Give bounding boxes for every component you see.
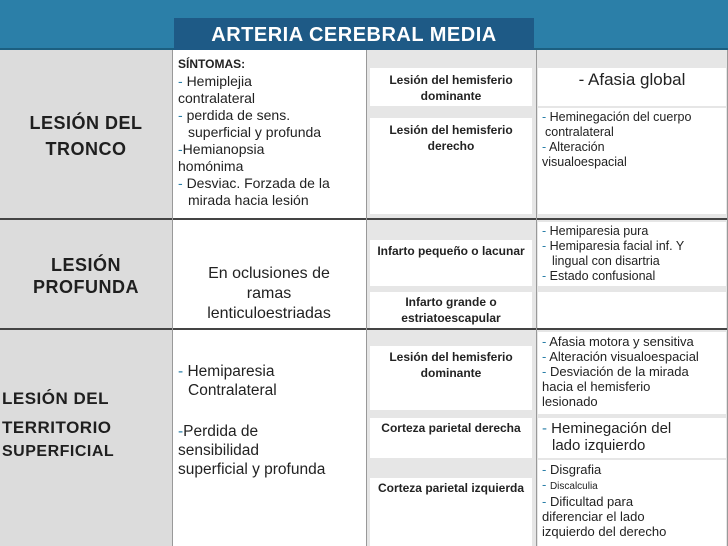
detail-text: Estado confusional: [549, 269, 656, 283]
type-cell: [370, 478, 532, 546]
detail-text: izquierdo del derecho: [542, 524, 667, 539]
row-label-line: LESIÓN DEL: [2, 389, 110, 408]
page-title: ARTERIA CEREBRAL MEDIA: [211, 24, 497, 46]
row-label-line: TERRITORIO: [2, 418, 112, 437]
detail-text: lingual con disartria: [552, 254, 660, 268]
symptom-item: homónima: [178, 158, 244, 174]
column-divider: [172, 50, 173, 546]
row-label-line: PROFUNDA: [33, 277, 139, 297]
occlusion-text: En oclusiones de: [208, 265, 330, 282]
detail-text: Hemiparesia pura: [549, 224, 649, 238]
symptom-item: superficial y profunda: [178, 461, 326, 478]
detail-text: Hemiparesia facial inf. Y: [549, 239, 685, 253]
detail-cell: [538, 68, 726, 106]
detail-cell: - Heminegación del cuerpo contralateral - Alteración visualoespacial: [538, 108, 726, 214]
symptom-item: perdida de sens.: [186, 107, 291, 123]
type-label: Infarto grande o estriatoescapular: [401, 295, 501, 325]
row-label-line: SUPERFICIAL: [2, 443, 115, 460]
occlusion-text: lenticuloestriadas: [207, 305, 331, 322]
detail-cell: - Disgrafia - Discalculia - Dificultad para diferenciar el lado izquierdo del derecho: [538, 460, 726, 546]
detail-text: Disgrafia: [549, 462, 602, 477]
type-label: Lesión del hemisferio derecho: [389, 123, 513, 153]
detail-text: Alteración: [548, 140, 605, 154]
type-label: Corteza parietal izquierda: [377, 481, 525, 495]
type-cell: [370, 240, 532, 286]
detail-text: contralateral: [545, 125, 614, 139]
row-label-profunda: [0, 220, 172, 328]
detail-text: Discalculia: [549, 481, 598, 492]
symptoms-heading: SÍNTOMAS:: [178, 57, 246, 71]
detail-cell: - Afasia motora y sensitiva - Alteración visualoespacial - Desviación de la mirada hacia el hemisferio lesionado: [538, 332, 726, 414]
detail-text: Desviación de la mirada: [549, 364, 689, 379]
row-label-superficial: [0, 330, 172, 546]
symptom-item: contralateral: [178, 90, 256, 106]
detail-text: Afasia motora y sensitiva: [549, 334, 694, 349]
row-divider: [0, 218, 728, 220]
type-label: Lesión del hemisferio dominante: [389, 73, 513, 103]
occlusion-text: ramas: [246, 285, 292, 302]
symptoms-cell: SÍNTOMAS: - Hemiplejia contralateral - perdida de sens. superficial y profunda -Hemianopsia homónima - Desviac. Forzada de la mirada hacia lesión: [172, 50, 366, 218]
detail-text: diferenciar el lado: [542, 509, 645, 524]
column-divider: [366, 50, 367, 546]
detail-text: - Afasia global: [578, 70, 686, 89]
symptom-item: Desviac. Forzada de la: [186, 175, 330, 191]
symptom-item: Perdida de: [183, 423, 259, 440]
type-cell: [370, 68, 532, 106]
detail-text: visualoespacial: [542, 155, 627, 169]
detail-cell: - Hemiparesia pura - Hemiparesia facial inf. Y lingual con disartria - Estado confusional: [538, 222, 726, 286]
detail-text: lesionado: [542, 394, 598, 409]
type-cell: [370, 346, 532, 410]
symptom-item: Hemianopsia: [182, 141, 265, 157]
row-label-line: TRONCO: [45, 139, 127, 159]
detail-cell: - Heminegación del lado izquierdo: [538, 418, 726, 458]
detail-text: Heminegación del: [551, 420, 672, 437]
row-divider: [0, 328, 728, 330]
type-cell: [370, 418, 532, 458]
symptom-table: [0, 50, 728, 546]
symptom-item: superficial y profunda: [188, 124, 322, 140]
type-cell: [370, 118, 532, 214]
symptom-item: Contralateral: [188, 382, 277, 399]
symptom-item: Hemiparesia: [187, 363, 275, 380]
row-label-tronco: [0, 50, 172, 218]
symptom-item: mirada hacia lesión: [188, 192, 309, 208]
column-divider: [536, 50, 537, 546]
detail-text: Alteración visualoespacial: [549, 349, 699, 364]
detail-text: Heminegación del cuerpo: [549, 110, 692, 124]
detail-cell-empty: [538, 292, 726, 328]
detail-text: hacia el hemisferio: [542, 379, 651, 394]
detail-text: Dificultad para: [549, 494, 634, 509]
row-label-line: LESIÓN: [50, 255, 121, 275]
detail-text: lado izquierdo: [552, 437, 646, 454]
occlusion-cell: [172, 220, 366, 328]
symptom-item: sensibilidad: [178, 442, 259, 459]
type-label: Lesión del hemisferio dominante: [389, 350, 513, 380]
type-label: Infarto pequeño o lacunar: [377, 244, 525, 258]
row-label-line: LESIÓN DEL: [29, 113, 143, 133]
symptom-item: Hemiplejia: [186, 73, 252, 89]
superficial-symptoms-cell: - Hemiparesia Contralateral -Perdida de sensibilidad superficial y profunda: [172, 330, 366, 546]
type-label: Corteza parietal derecha: [381, 421, 521, 435]
type-cell: [370, 292, 532, 328]
